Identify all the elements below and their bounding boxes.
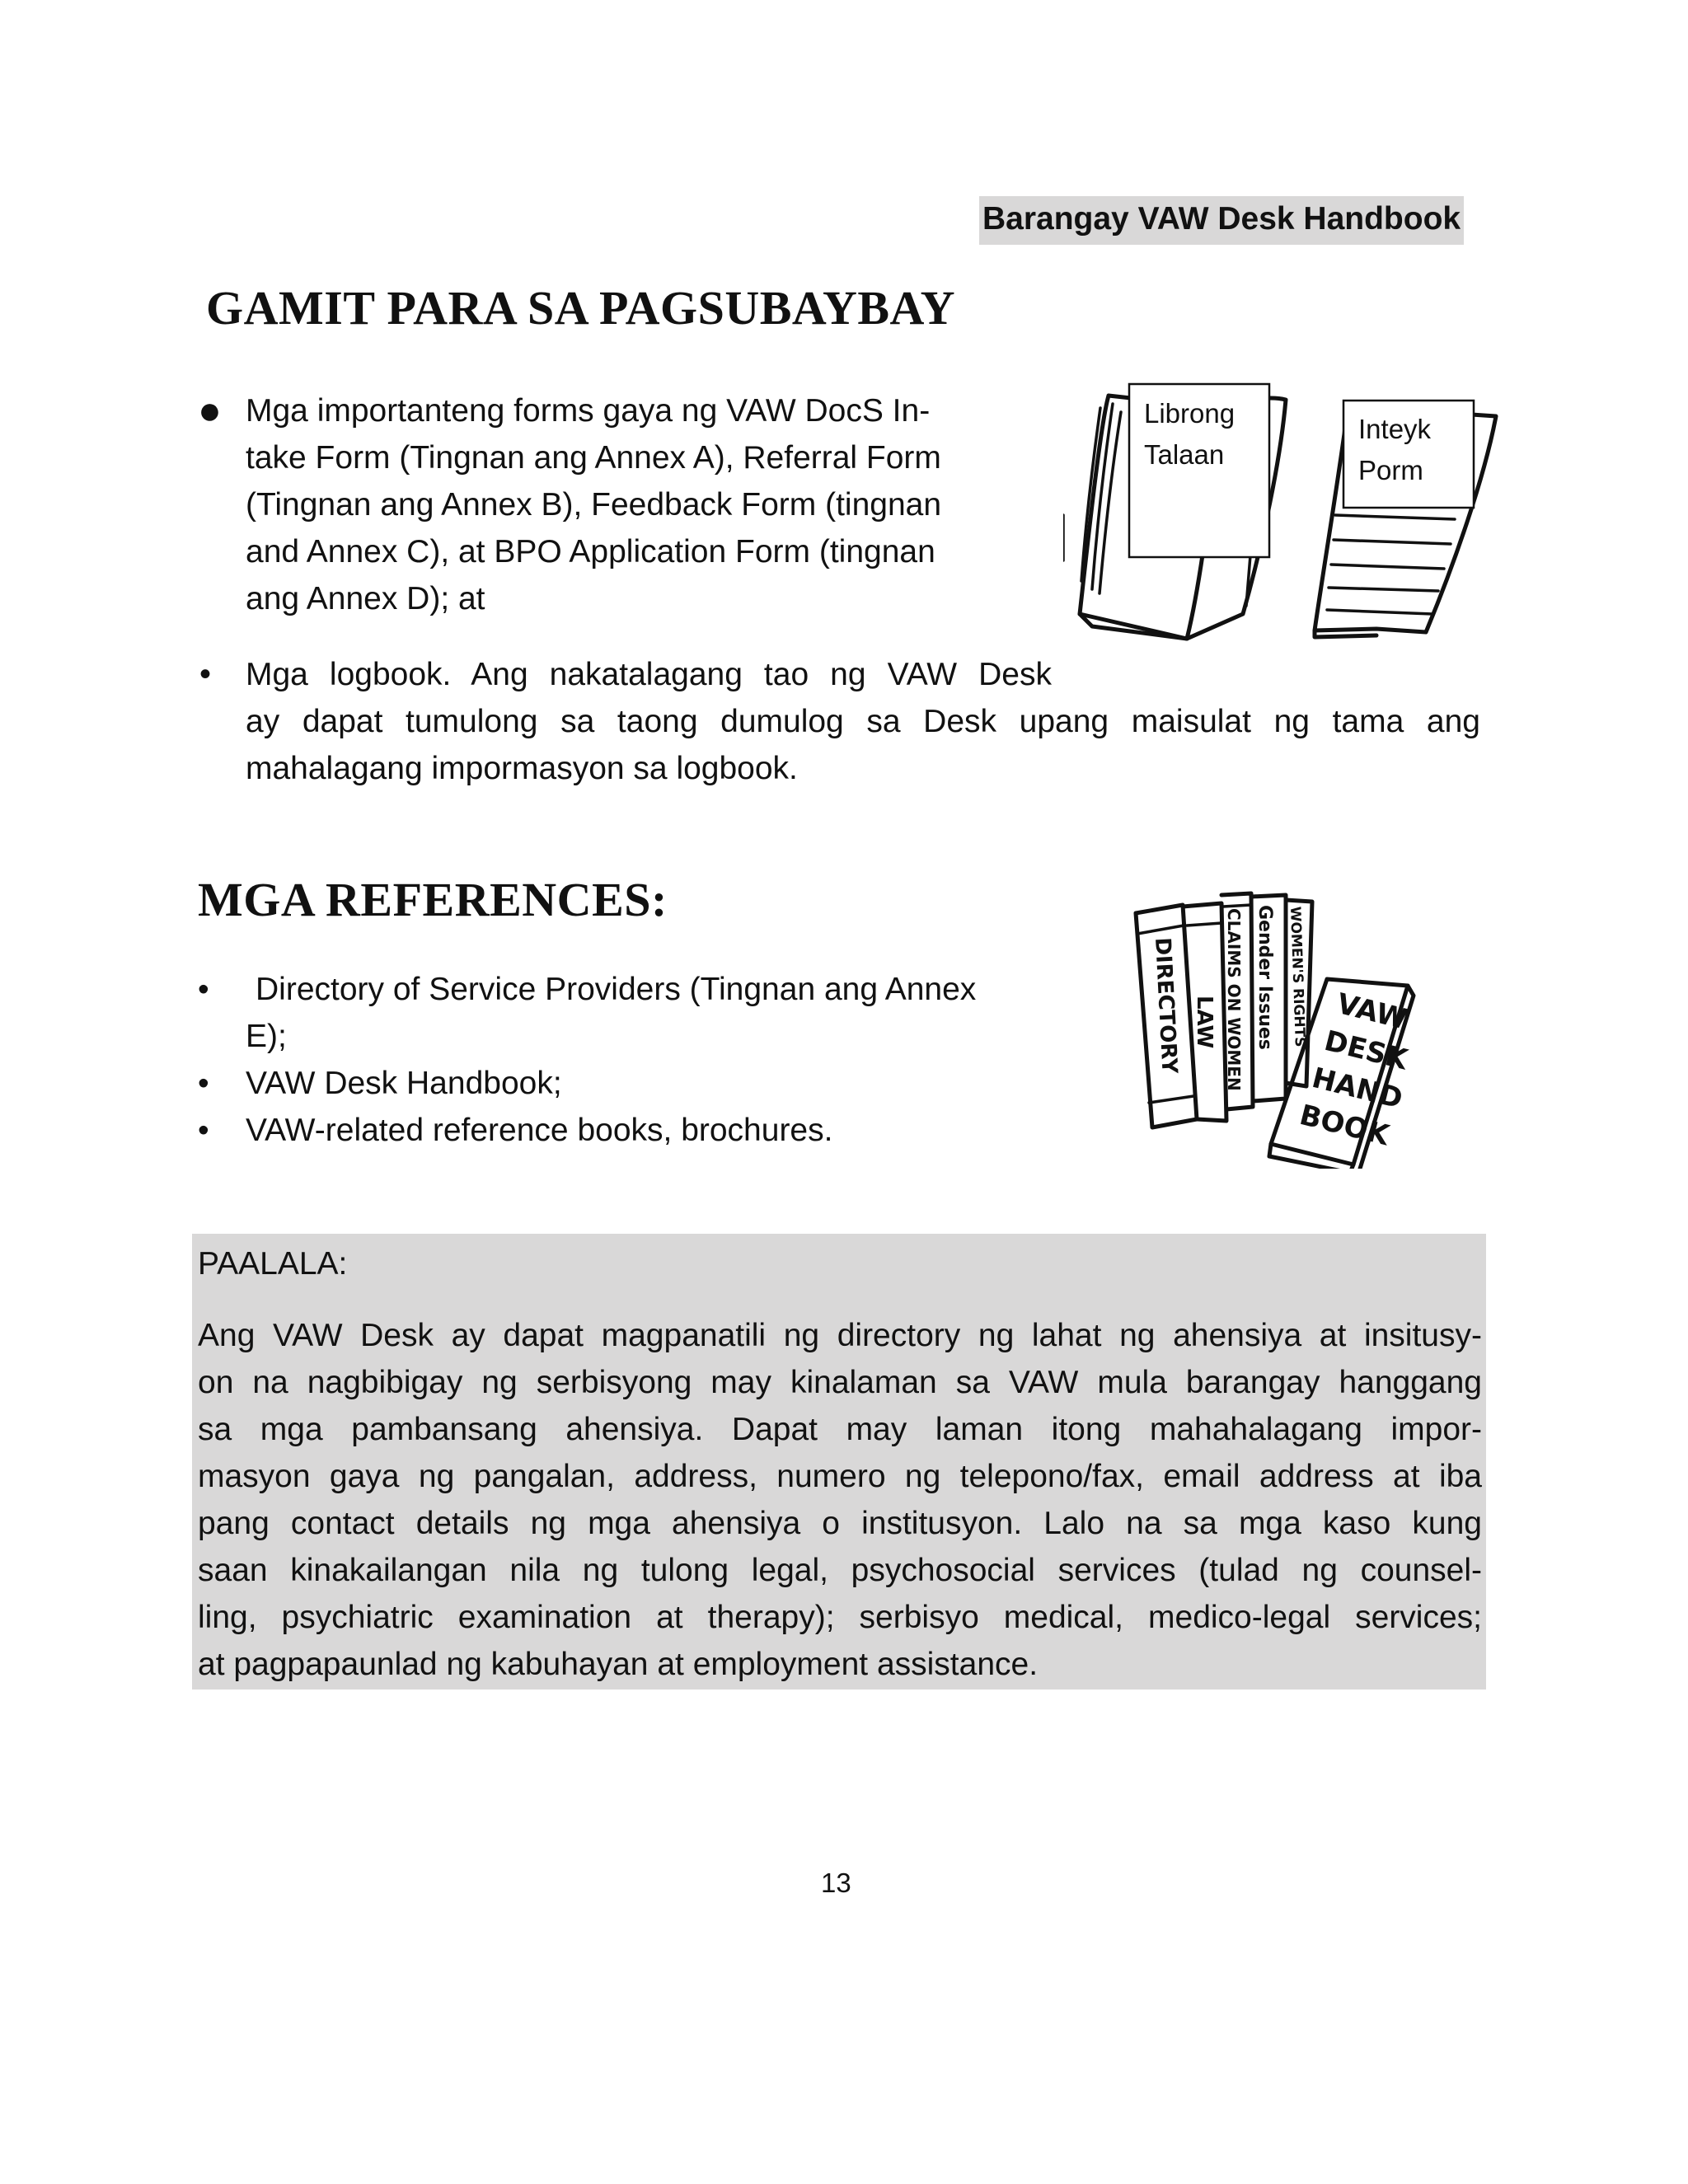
reminder-line: sa mga pambansang ahensiya. Dapat may laman itong mahahalagang impor- [198, 1412, 1482, 1447]
page-number: 13 [821, 1868, 851, 1898]
reminder-line: pang contact details ng mga ahensiya o institusyon. Lalo na sa mga kaso kung [198, 1506, 1482, 1541]
bullet-icon: • [198, 1066, 209, 1101]
list-item-line: (Tingnan ang Annex B), Feedback Form (tingnan [246, 487, 942, 523]
handbook-cover-text: VAW [1333, 987, 1411, 1037]
intake-form-label: Porm [1358, 455, 1423, 485]
directory-book-icon [1136, 905, 1197, 1127]
logbook-label: Talaan [1144, 439, 1225, 470]
book-spine-text: CLAIMS ON WOMEN [1224, 908, 1244, 1091]
intake-form-label: Inteyk [1358, 414, 1432, 444]
list-item-line: Mga importanteng forms gaya ng VAW DocS In- [246, 393, 931, 429]
reminder-label: PAALALA: [198, 1246, 348, 1282]
bullet-icon: • [198, 972, 209, 1007]
reminder-line: masyon gaya ng pangalan, address, numero ng telepono/fax, email address at iba [198, 1459, 1482, 1494]
reminder-line: at pagpapaunlad ng kabuhayan at employment assistance. [198, 1647, 1039, 1682]
book-spine-text: LAW [1192, 996, 1217, 1049]
book-spine-text: WOMEN'S RIGHTS [1287, 906, 1308, 1047]
reference-item-directory: Directory of Service Providers (Tingnan ang Annex [256, 972, 977, 1007]
claims-on-women-book-icon [1221, 893, 1253, 1109]
list-item-line: and Annex C), at BPO Application Form (tingnan [246, 534, 935, 569]
reminder-line: Ang VAW Desk ay dapat magpanatili ng directory ng lahat ng ahensiya at insitusy- [198, 1318, 1482, 1353]
reminder-body [198, 1312, 1482, 1688]
section-title-references: MGA REFERENCES: [198, 873, 668, 926]
list-item-line: mahalagang impormasyon sa logbook. [246, 751, 798, 786]
bullet-icon: • [198, 1113, 209, 1148]
reference-item-handbook: VAW Desk Handbook; [246, 1066, 562, 1101]
intake-form-icon [1315, 401, 1496, 637]
bullet-icon: ● [198, 389, 222, 433]
section-title-monitoring: GAMIT PARA SA PAGSUBAYBAY [206, 281, 956, 335]
logbook-icon [1063, 384, 1286, 639]
list-item-line: ang Annex D); at [246, 581, 485, 616]
handbook-cover-text: DESK [1320, 1024, 1411, 1077]
reference-books-illustration [1129, 888, 1459, 1169]
list-item-line: take Form (Tingnan ang Annex A), Referral Form [246, 440, 941, 476]
handbook-cover-text: HAND [1308, 1061, 1406, 1116]
bullet-icon: • [199, 656, 212, 692]
book-spine-text: Gender Issues [1254, 905, 1275, 1050]
reference-item-books: VAW-related reference books, brochures. [246, 1113, 833, 1148]
reminder-line: on na nagbibigay ng serbisyong may kinalaman sa VAW mula barangay hanggang [198, 1365, 1482, 1400]
running-header: Barangay VAW Desk Handbook [979, 196, 1464, 245]
book-spine-text: DIRECTORY [1150, 936, 1182, 1075]
list-item-line: ay dapat tumulong sa taong dumulog sa Desk upang maisulat ng tama ang [246, 704, 1480, 739]
reference-item-continuation: E); [246, 1019, 287, 1054]
list-item-line: Mga logbook. Ang nakatalagang tao ng VAW Desk [246, 657, 1052, 692]
handbook-cover-text: BOOK [1296, 1098, 1393, 1153]
reminder-line: saan kinakailangan nila ng tulong legal, psychosocial services (tulad ng counsel- [198, 1553, 1482, 1588]
logbook-label: Librong [1144, 398, 1236, 429]
list-item-forms [246, 387, 1004, 622]
reminder-line: ling, psychiatric examination at therapy); serbisyo medical, medico-legal services; [198, 1600, 1482, 1635]
logbook-and-intake-form-illustration [1063, 375, 1525, 647]
gender-issues-book-icon [1251, 895, 1286, 1101]
